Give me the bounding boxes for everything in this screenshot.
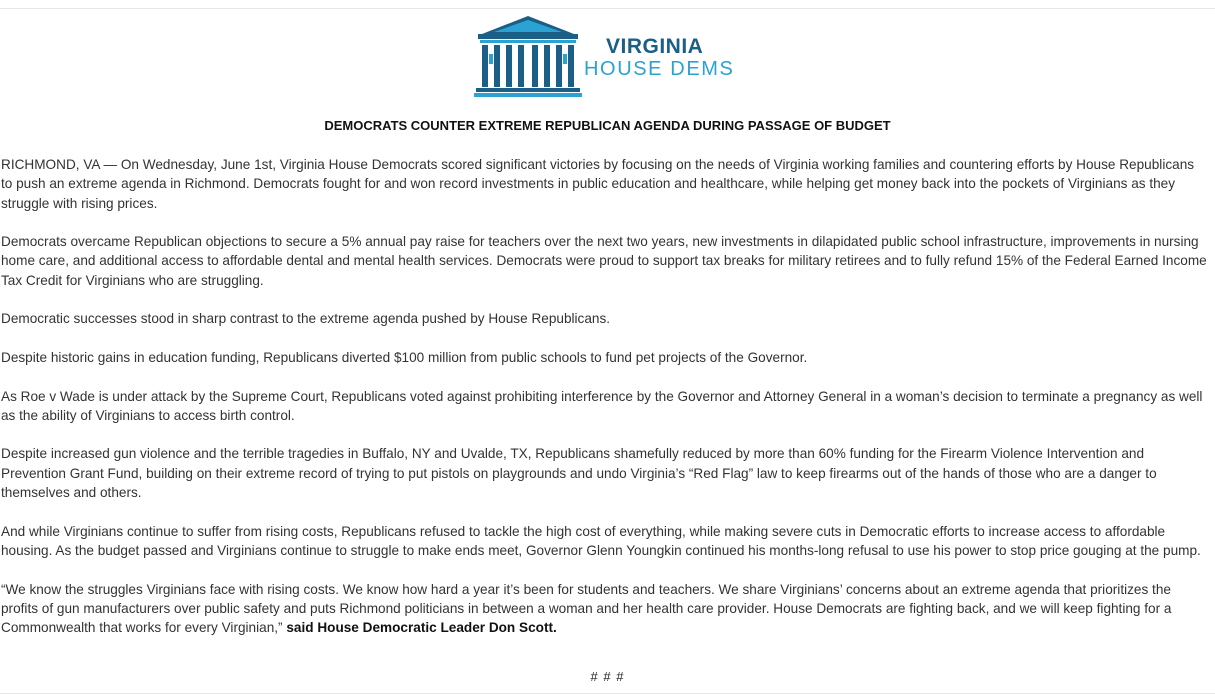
quote-paragraph — [1, 580, 1208, 638]
top-divider — [0, 8, 1215, 9]
press-release-body — [1, 155, 1208, 657]
paragraph: Democrats overcame Republican objections to secure a 5% annual pay raise for teachers over the next two years, new investments in dilapidated public school infrastructure, improvements in nursing home care, and additional access to affordable dental and mental health services. Democrats were proud to support tax breaks for military retirees and to fully refund 15% of the Federal Earned Income Tax Credit for Virginians who are struggling. — [1, 234, 1207, 288]
paragraph: RICHMOND, VA — On Wednesday, June 1st, Virginia House Democrats scored significant victories by focusing on the needs of Virginia working families and countering efforts by House Republicans to push an extreme agenda in Richmond. Democrats fought for and won record investments in public education and healthcare, while helping get money back into the pockets of Virginians as they struggle with rising prices. — [1, 157, 1195, 211]
quote-attribution: said House Democratic Leader Don Scott. — [286, 620, 557, 636]
press-release-headline: DEMOCRATS COUNTER EXTREME REPUBLICAN AGENDA DURING PASSAGE OF BUDGET — [324, 118, 891, 133]
paragraph: Despite historic gains in education funding, Republicans diverted $100 million from public schools to fund pet projects of the Governor. — [1, 349, 808, 365]
paragraph: As Roe v Wade is under attack by the Supreme Court, Republicans voted against prohibiting interference by the Governor and Attorney General in a woman’s decision to terminate a pregnancy as well as the ability of Virginians to access birth control. — [1, 388, 1203, 423]
paragraph: Democratic successes stood in sharp contrast to the extreme agenda pushed by House Republicans. — [1, 311, 611, 327]
capitol-building-icon — [474, 14, 582, 98]
virginia-house-dems-logo — [474, 14, 736, 98]
paragraph: And while Virginians continue to suffer from rising costs, Republicans refused to tackle the high cost of everything, while making severe cuts in Democratic efforts to increase access to affordable housing. As the budget passed and Virginians continue to struggle to make ends meet, Governor Glenn Youngkin continued his months-long refusal to use his power to stop price gouging at the pump. — [1, 523, 1201, 558]
paragraph: Despite increased gun violence and the terrible tragedies in Buffalo, NY and Uvalde, TX, Republicans shamefully reduced by more than 60% funding for the Firearm Violence Intervention and Prevention Grant Fund, building on their extreme record of trying to put pistols on playgrounds and undo Virginia’s “Red Flag” law to keep firearms out of the hands of those who are a danger to themselves and others. — [1, 446, 1157, 501]
bottom-divider — [0, 693, 1215, 694]
quote-text: “We know the struggles Virginians face with rising costs. We know how hard a year it’s been for students and teachers. We share Virginians’ concerns about an extreme agenda that prioritizes the profits of gun manufacturers over public safety and puts Richmond politicians in between a woman and her health care provider. House Democrats are fighting back, and we will keep fighting for a Commonwealth that works for every Virginian,” — [1, 581, 1172, 636]
end-mark: # # # — [590, 669, 625, 684]
logo-subtitle: HOUSE DEMS — [584, 58, 735, 80]
logo-title: VIRGINIA — [606, 35, 704, 58]
